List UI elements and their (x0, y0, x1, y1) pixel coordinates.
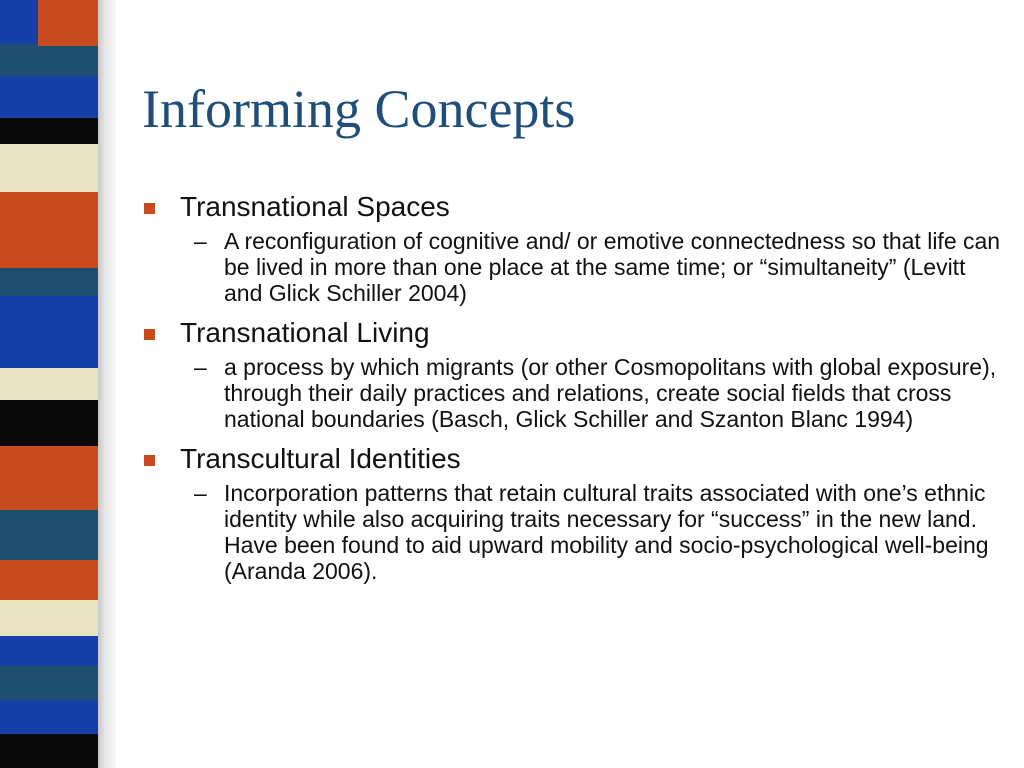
decorative-stripe (0, 144, 98, 192)
decorative-stripe (0, 0, 38, 44)
decorative-stripe (0, 734, 98, 768)
square-bullet-icon (144, 455, 155, 466)
decorative-stripe (0, 700, 98, 734)
decorative-stripe (0, 600, 98, 636)
decorative-stripe (0, 666, 98, 700)
square-bullet-icon (144, 203, 155, 214)
bullet-heading: Transnational Spaces (180, 191, 450, 222)
dash-marker: – (194, 228, 207, 254)
decorative-stripe-column (0, 0, 98, 768)
bullet-heading: Transcultural Identities (180, 443, 461, 474)
decorative-stripe (0, 446, 98, 486)
bullet-transnational-spaces (142, 190, 1002, 306)
slide-content (142, 190, 1002, 594)
dash-marker: – (194, 480, 207, 506)
decorative-stripe (38, 46, 98, 76)
sub-bullet-text: a process by which migrants (or other Cosmopolitans with global exposure), through their daily practices and relations, create social fields that cross national boundaries (Basch, Glick Schiller and Szanton Blanc 1994) (224, 354, 997, 432)
sub-bullet (142, 228, 1004, 306)
slide-title: Informing Concepts (142, 79, 576, 139)
decorative-stripe (0, 636, 98, 666)
sub-bullet-text: A reconfiguration of cognitive and/ or emotive connectedness so that life can be lived in more than one place at the same time; or “simultaneity” (Levitt and Glick Schiller 2004) (224, 228, 1001, 306)
bullet-heading: Transnational Living (180, 317, 430, 348)
decorative-stripe (0, 510, 98, 560)
square-bullet-icon (144, 329, 155, 340)
decorative-stripe (0, 268, 98, 296)
bullet-transcultural-identities (142, 442, 1002, 584)
decorative-stripe (0, 118, 98, 144)
decorative-stripe (0, 560, 98, 600)
decorative-stripe (0, 232, 98, 268)
decorative-stripe (0, 400, 98, 446)
decorative-stripe (38, 16, 98, 46)
sub-bullet (142, 354, 1004, 432)
decorative-stripe (38, 0, 98, 16)
sub-bullet (142, 480, 1004, 584)
decorative-stripe (0, 368, 98, 400)
decorative-stripe (0, 486, 98, 510)
dash-marker: – (194, 354, 207, 380)
sub-bullet-text: Incorporation patterns that retain cultural traits associated with one’s ethnic identity while also acquiring traits necessary for “success” in the new land. Have been found to aid upward mobility and socio-psychological well-being (Aranda 2006). (224, 480, 989, 584)
decorative-stripe (0, 192, 98, 232)
decorative-stripe (0, 296, 98, 368)
bullet-transnational-living (142, 316, 1002, 432)
stripe-shadow (98, 0, 116, 768)
decorative-stripe (0, 76, 98, 118)
decorative-stripe (0, 44, 38, 76)
